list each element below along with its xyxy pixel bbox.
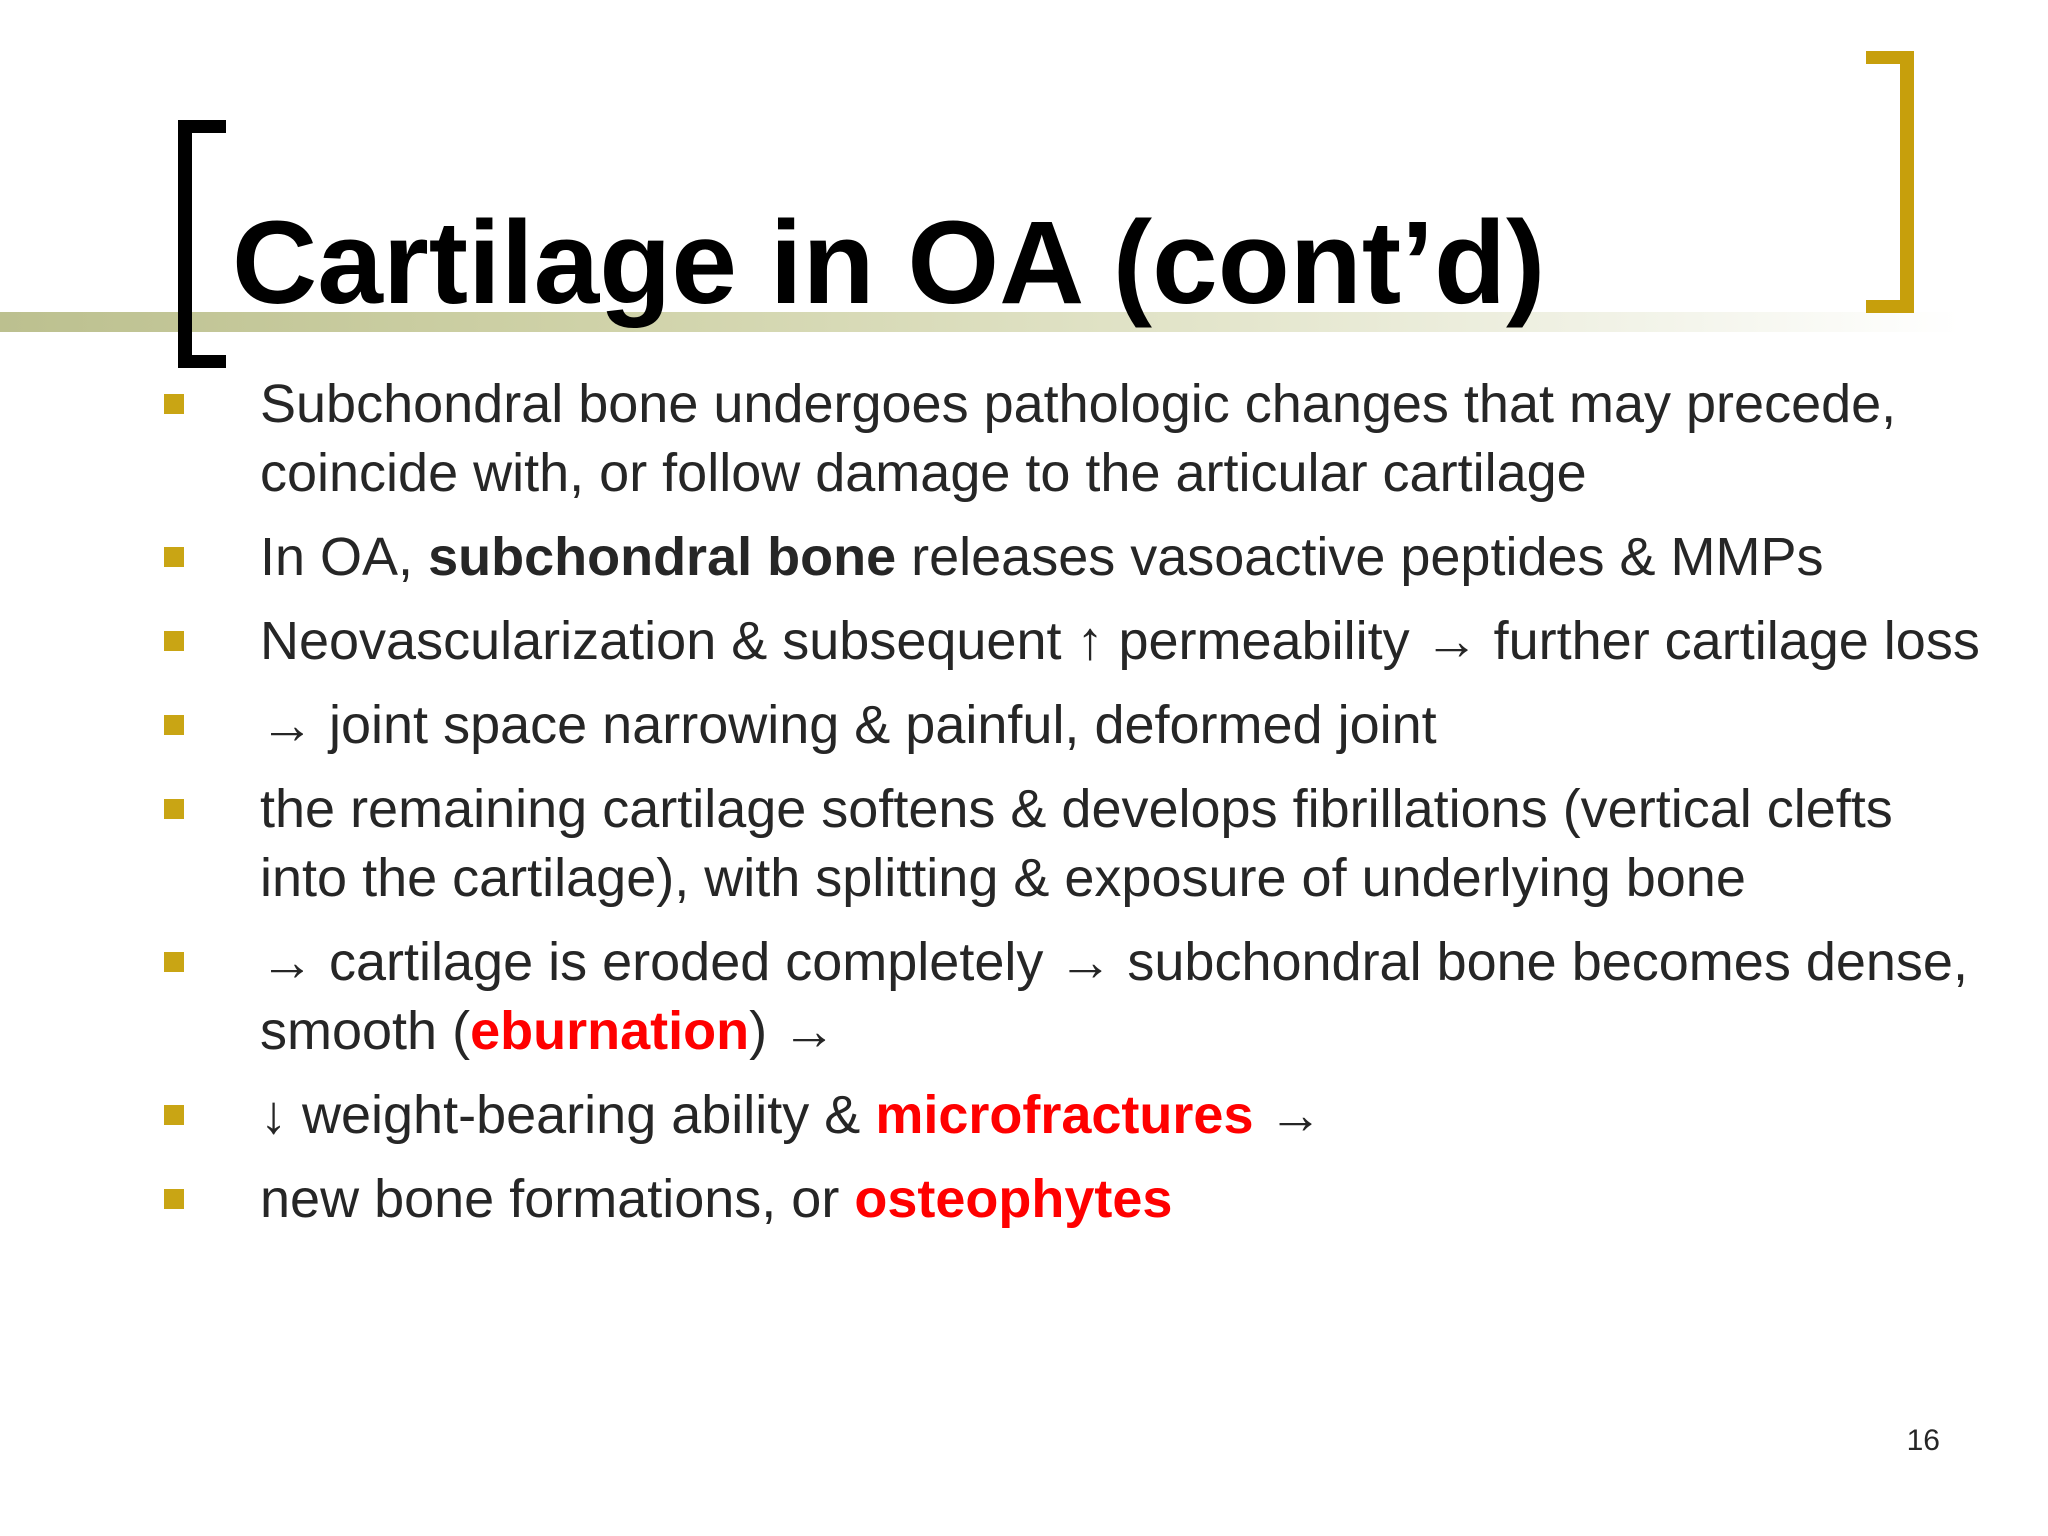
- bullet-square-icon: [164, 394, 184, 414]
- bullet-square-icon: [164, 1189, 184, 1209]
- bullet-text-segment: new bone formations, or: [260, 1169, 855, 1229]
- bullet-square-icon: [164, 715, 184, 735]
- bullet-square-icon: [164, 1105, 184, 1125]
- bullet-text: [260, 1085, 1323, 1145]
- bullet-text: Neovascularization & subsequent ↑ permeability → further cartilage loss: [260, 611, 1980, 671]
- bullet-text: Subchondral bone undergoes pathologic changes that may precede, coincide with, or follow damage to the articular cartilage: [260, 374, 1897, 503]
- bullet-text-segment: In OA,: [260, 527, 429, 587]
- highlight-term: osteophytes: [854, 1169, 1173, 1229]
- bullet-text: [260, 932, 1968, 1061]
- bullet-text-segment: ↓ weight-bearing ability &: [260, 1085, 876, 1145]
- bullet-square-icon: [164, 631, 184, 651]
- bullet-item: [160, 607, 1980, 676]
- page-number: 16: [1906, 1424, 1940, 1457]
- bullet-text-segment: ) →: [749, 1001, 837, 1061]
- bullet-item: [160, 928, 1980, 1066]
- bullet-square-icon: [164, 547, 184, 567]
- bullet-text-segment: →: [1253, 1085, 1323, 1145]
- bullet-text: [260, 527, 1824, 587]
- highlight-term: microfractures: [875, 1085, 1254, 1145]
- bullet-text-segment: releases vasoactive peptides & MMPs: [896, 527, 1824, 587]
- left-bracket-decoration: [178, 120, 226, 368]
- bullet-list: [160, 370, 1980, 1249]
- bullet-text: the remaining cartilage softens & develops fibrillations (vertical clefts into the cartilage), with splitting & exposure of underlying bone: [260, 779, 1893, 908]
- bullet-text-segment: → cartilage is eroded completely → subchondral bone becomes dense, smooth (: [260, 932, 1968, 1061]
- bullet-item: [160, 1165, 1980, 1234]
- bullet-item: [160, 691, 1980, 760]
- bullet-item: [160, 370, 1980, 508]
- highlight-term: eburnation: [470, 1001, 750, 1061]
- right-bracket-decoration: [1866, 51, 1914, 313]
- bold-term: subchondral bone: [428, 527, 897, 587]
- bullet-square-icon: [164, 952, 184, 972]
- bullet-item: [160, 1081, 1980, 1150]
- bullet-item: [160, 523, 1980, 592]
- bullet-text: → joint space narrowing & painful, deformed joint: [260, 695, 1437, 755]
- bullet-text: [260, 1169, 1172, 1229]
- bullet-item: [160, 775, 1980, 913]
- slide-title: Cartilage in OA (cont’d): [232, 197, 1546, 329]
- bullet-square-icon: [164, 799, 184, 819]
